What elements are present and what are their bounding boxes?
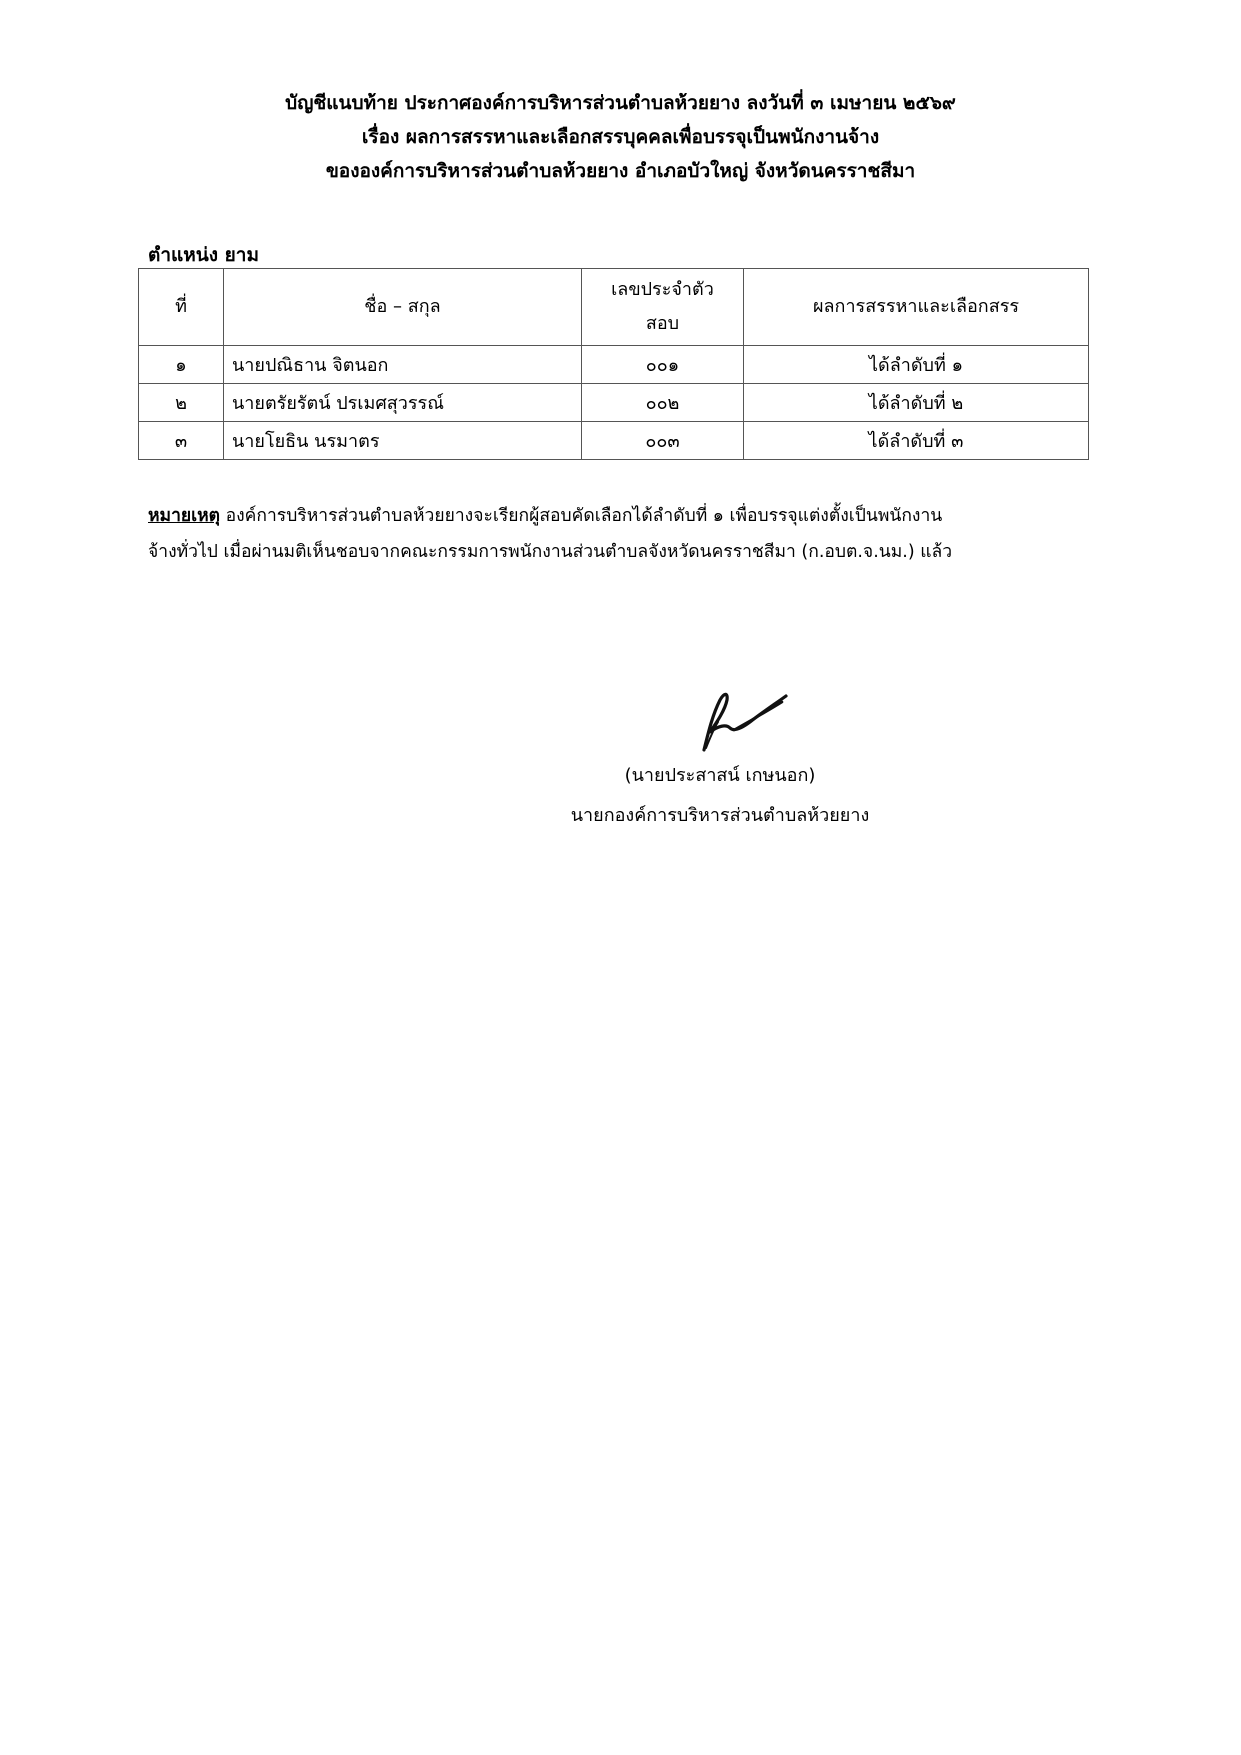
row-result: ได้ลำดับที่ ๓ <box>744 422 1089 460</box>
row-name: นายตรัยรัตน์ ปรเมศสุวรรณ์ <box>224 384 582 422</box>
remark-text-1: องค์การบริหารส่วนตำบลห้วยยางจะเรียกผู้สอบคัดเลือกได้ลำดับที่ ๑ เพื่อบรรจุแต่งตั้งเป็นพนักงาน <box>220 506 943 526</box>
row-name: นายปณิธาน จิตนอก <box>224 346 582 384</box>
row-name: นายโยธิน นรมาตร <box>224 422 582 460</box>
row-no: ๑ <box>139 346 224 384</box>
row-no: ๒ <box>139 384 224 422</box>
table-row <box>139 346 1089 384</box>
header-result: ผลการสรรหาและเลือกสรร <box>744 269 1089 346</box>
header-line-1: บัญชีแนบท้าย ประกาศองค์การบริหารส่วนตำบลห้วยยาง ลงวันที่ ๓ เมษายน ๒๕๖๙ <box>285 92 956 114</box>
signer-title: นายกองค์การบริหารส่วนตำบลห้วยยาง <box>570 805 870 826</box>
row-exam-id: ๐๐๒ <box>582 384 744 422</box>
remark-line-1 <box>148 498 1128 534</box>
signer-name: (นายประสาสน์ เกษนอก) <box>624 765 816 786</box>
row-result: ได้ลำดับที่ ๑ <box>744 346 1089 384</box>
header-line-3: ขององค์การบริหารส่วนตำบลห้วยยาง อำเภอบัวใหญ่ จังหวัดนครราชสีมา <box>325 160 916 182</box>
header-line-2: เรื่อง ผลการสรรหาและเลือกสรรบุคคลเพื่อบรรจุเป็นพนักงานจ้าง <box>361 126 880 148</box>
row-result: ได้ลำดับที่ ๒ <box>744 384 1089 422</box>
table-row <box>139 384 1089 422</box>
header-exam-id-line-1: เลขประจำตัว <box>611 279 714 300</box>
remark-note <box>148 498 1128 570</box>
signer-block <box>520 756 920 836</box>
remark-text-2: จ้างทั่วไป เมื่อผ่านมติเห็นชอบจากคณะกรรมการพนักงานส่วนตำบลจังหวัดนครราชสีมา (ก.อบต.จ.นม.) แล้ว <box>148 542 953 562</box>
header-no: ที่ <box>139 269 224 346</box>
header-exam-id <box>582 269 744 346</box>
table-row <box>139 422 1089 460</box>
document-header <box>0 86 1241 188</box>
row-exam-id: ๐๐๑ <box>582 346 744 384</box>
header-name: ชื่อ – สกุล <box>224 269 582 346</box>
row-exam-id: ๐๐๓ <box>582 422 744 460</box>
signature-image <box>690 688 790 754</box>
results-table <box>138 268 1089 460</box>
position-label: ตำแหน่ง ยาม <box>148 244 259 266</box>
table-header-row <box>139 269 1089 346</box>
remark-label: หมายเหตุ <box>148 506 221 526</box>
header-exam-id-line-2: สอบ <box>645 313 680 334</box>
row-no: ๓ <box>139 422 224 460</box>
